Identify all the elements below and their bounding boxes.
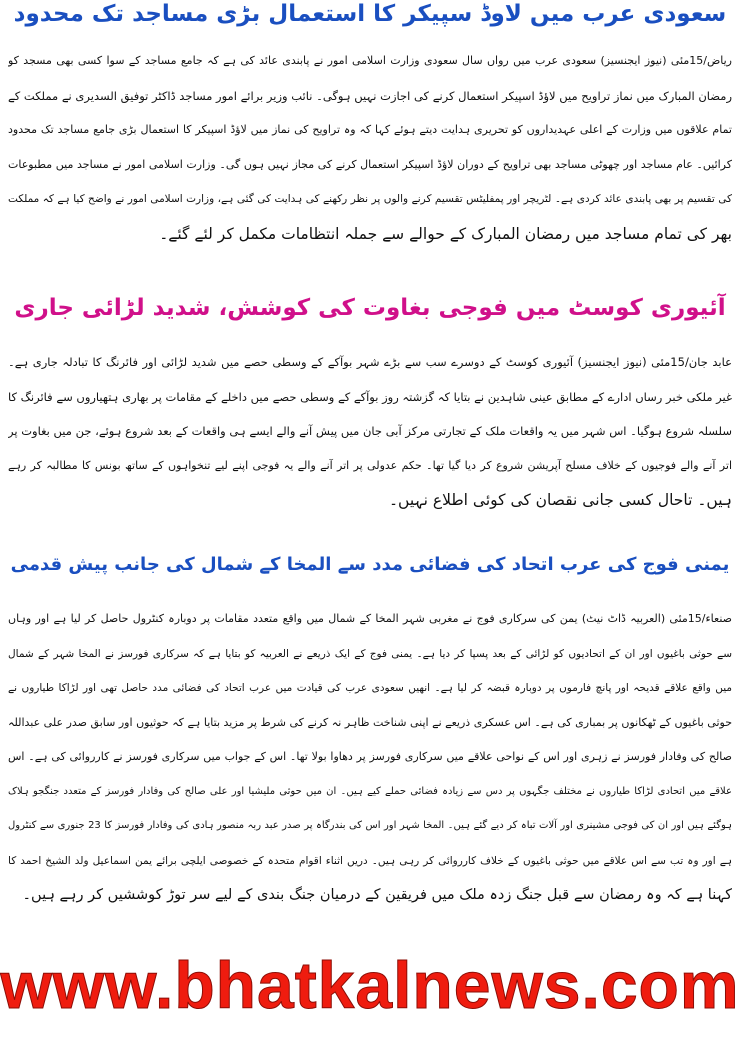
article-ivory-coast [8,345,732,518]
article-line: سے حوثی باغیوں اور ان کے اتحادیوں کو لڑائی کے بعد پسپا کر دیا ہے۔ یمنی فوج کے ایک ذریعے نے العربیہ کو بتایا ہے کہ سرکاری فورسز نے المخا شہر کے شمال [8,647,732,660]
article-line: ہیں۔ تاحال کسی جانی نقصان کی کوئی اطلاع نہیں۔ [388,491,732,509]
article-line: ہے اور وہ تب سے اس علاقے میں حوثی باغیوں کے خلاف کارروائی کر رہی ہیں۔ دریں اثناء اقوام متحدہ کے خصوصی ایلچی برائے یمن اسماعیل ولد الشیخ احمد کا [8,854,732,867]
article-yemen-army [8,602,732,913]
article-line: میں واقع علاقے قدیحہ اور پانچ فارموں پر دوبارہ قبضہ کر لیا ہے۔ انھیں سعودی عرب کی قیادت میں عرب اتحاد کی فضائی مدد حاصل تھی اور لڑاکا طیاروں نے [8,682,732,694]
article-line: حوثی باغیوں کے ٹھکانوں پر بمباری کی ہے۔ اس عسکری ذریعے نے اپنی شناخت ظاہر نہ کرنے کی شرط پر مزید بتایا ہے کہ حوثیوں اور سابق صدر علی عبداللہ [8,715,732,729]
article-line: سلسلہ شروع ہوگیا۔ اس شہر میں یہ واقعات ملک کے تجارتی مرکز آبی جان میں پیش آنے والے ایسے ہی واقعات کے بعد شروع ہوئے، جن میں بغاوت پر [8,424,732,438]
article-line: تمام علاقوں میں وزارت کے اعلی عہدیداروں کو تحریری ہدایت دیتے ہوئے کہا کہ وہ تراویح کی نماز میں لاؤڈ اسپیکر کا استعمال بڑی جامع مساجد تک محدود [8,123,732,136]
article-line: ہوگئے ہیں اور ان کی فوجی مشینری اور آلات تباہ کر دیے گئے ہیں۔ المخا شہر اور اس کی بندرگاہ پر صدر عبد ربہ منصور ہادی کی وفادار فورسز کا 23 جنوری سے کنٹرول [8,820,732,831]
site-watermark [0,935,740,1035]
headline-ivory-coast: آئیوری کوسٹ میں فوجی بغاوت کی کوشش، شدید لڑائی جاری [14,295,726,321]
article-line: صنعاء/15مئی (العربیہ ڈاٹ نیٹ) یمن کی سرکاری فوج نے مغربی شہر المخا کے شمال میں واقع متعدد مقامات پر دوبارہ کنٹرول حاصل کر لیا ہے اور وہاں [8,612,732,625]
article-line: اتر آنے والے فوجیوں کے خلاف مسلح آپریشن شروع کر دیا گیا تھا۔ حکم عدولی پر اتر آنے والے یہ فوجی اپنے لیے تنخواہوں کے ساتھ بونس کا مطالبہ کر رہے [8,458,732,472]
article-line: کہنا ہے کہ وہ رمضان سے قبل جنگ زدہ ملک میں فریقین کے درمیان جنگ بندی کے لیے سر توڑ کوششیں کر رہے ہیں۔ [22,887,732,903]
article-line: رمضان المبارک میں نماز تراویح میں لاؤڈ اسپیکر استعمال کرنے کی اجازت نہیں ہوگی۔ نائب وزیر برائے امور مساجد ڈاکٹر توفیق السدیری نے مملکت کے [8,88,732,103]
headline-saudi-loudspeaker: سعودی عرب میں لاوڈ سپیکر کا استعمال بڑی مساجد تک محدود [13,1,727,27]
article-line: غیر ملکی خبر رساں ادارے کے مطابق عینی شاہدین نے بتایا کہ گزشتہ روز بوآکے کے وسطی حصے میں داخلے کے مقامات پر بھاری ہتھیاروں سے فائرنگ کا [8,389,732,404]
headline-yemen-army: یمنی فوج کی عرب اتحاد کی فضائی مدد سے المخا کے شمال کی جانب پیش قدمی [10,554,730,575]
article-saudi-loudspeaker [8,44,732,251]
site-url: www.bhatkalnews.com [0,948,740,1022]
article-line: ریاض/15مئی (نیوز ایجنسیز) سعودی عرب میں رواں سال سعودی وزارت اسلامی امور نے پابندی عائد کی ہے کہ جامع مساجد کے سوا کسی بھی مسجد کو [8,54,732,67]
article-line: علاقے میں اتحادی لڑاکا طیاروں نے مختلف جگہوں پر دس سے زیادہ فضائی حملے کیے ہیں۔ ان میں حوثی ملیشیا اور علی صالح کی وفادار فورسز کے متعدد جنگجو ہلاک [8,785,732,797]
article-line: کی تقسیم پر بھی پابندی عائد کردی ہے۔ لٹریچر اور پمفلیٹس تقسیم کرنے والوں پر نظر رکھنے کی ہدایت کی گئی ہے، وزارت اسلامی امور نے واضح کیا ہے کہ مملکت [8,193,732,205]
article-line: بھر کی تمام مساجد میں رمضان المبارک کے حوالے سے جملہ انتظامات مکمل کر لئے گئے۔ [159,224,732,243]
article-line: عابد جان/15مئی (نیوز ایجنسیز) آئیوری کوسٹ کے دوسرے سب سے بڑے شہر بوآکے کے وسطی حصے میں شدید لڑائی اور فائرنگ کا تبادلہ جاری ہے۔ [8,355,732,369]
article-line: صالح کی وفادار فورسز نے زہری اور اس کے نواحی علاقے میں سرکاری فورسز پر دھاوا بولا تھا۔ اس کے جواب میں سرکاری فورسز نے کارروائی کی ہے۔ اس [8,750,732,763]
article-line: کرائیں۔ عام مساجد اور چھوٹی مساجد بھی تراویح کے دوران لاؤڈ اسپیکر استعمال کرنے کی مجاز نہیں ہوں گی۔ وزارت اسلامی امور نے مساجد میں مطبوعات [8,157,732,171]
